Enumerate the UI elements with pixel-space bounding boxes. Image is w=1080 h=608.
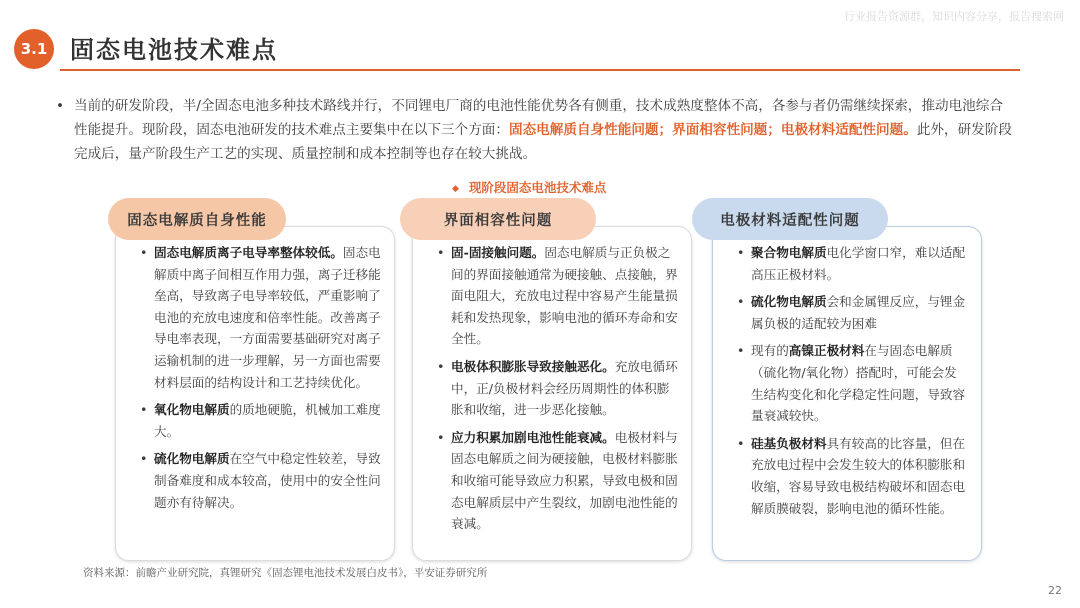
- list-item: [737, 340, 969, 426]
- item-keyword: 硫化物电解质: [154, 451, 230, 467]
- item-keyword: 电极体积膨胀导致接触恶化。: [451, 358, 615, 374]
- list-item: [437, 356, 679, 421]
- list-item: [140, 448, 382, 513]
- item-text: 的质地硬脆，机械加工难度大。: [154, 402, 381, 439]
- diagram-caption: [452, 178, 606, 196]
- section-number-badge: 3.1: [14, 29, 54, 69]
- card-interface-compatibility: [412, 226, 692, 561]
- source-note: 资料来源：前瞻产业研究院，真锂研究《固态锂电池技术发展白皮书》，平安证券研究所: [83, 567, 488, 579]
- bullet-icon: •: [140, 402, 148, 418]
- bullet-icon: •: [140, 451, 148, 467]
- card-electrode-compatibility: [712, 226, 982, 561]
- item-keyword: 硅基负极材料: [751, 435, 827, 451]
- card-title-electrolyte-performance: 固态电解质自身性能: [108, 198, 286, 240]
- bullet-icon: •: [437, 245, 445, 260]
- item-text: 电极材料与固态电解质之间为硬接触，电极材料膨胀和收缩可能导致应力积累，导致电极和固态电解质层中产生裂纹，加剧电池性能的衰减。: [451, 429, 678, 532]
- item-text: 具有较高的比容量，但在充放电过程中会发生较大的体积膨胀和收缩，容易导致电极结构破坏和固态电解质膜破裂，影响电池的循环性能。: [751, 435, 966, 516]
- card-list: [437, 242, 679, 541]
- list-item: [437, 242, 679, 350]
- item-text: 固态电解质与正负极之间的界面接触通常为硬接触、点接触，界面电阻大，充放电过程中容易产生能量损耗和发热现象，影响电池的循环寿命和安全性。: [451, 245, 678, 347]
- list-item: [140, 399, 382, 442]
- bullet-icon: •: [437, 358, 445, 374]
- diamond-icon: ◆: [452, 184, 459, 194]
- intro-highlight: 固态电解质自身性能问题；界面相容性问题；电极材料适配性问题。: [509, 122, 917, 138]
- list-item: [737, 291, 969, 334]
- item-lead-text: 现有的: [751, 343, 789, 359]
- item-text: 充放电循环中，正/负极材料会经历周期性的体积膨胀和收缩，进一步恶化接触。: [451, 358, 678, 418]
- watermark: 行业报告资源群，知识内容分享，报告搜索网: [844, 10, 1064, 23]
- bullet-icon: •: [737, 435, 745, 451]
- card-electrolyte-performance: [115, 226, 395, 561]
- bullet-icon: •: [140, 245, 148, 260]
- item-text: 会和金属锂反应，与锂金属负极的适配较为困难: [751, 294, 966, 331]
- item-keyword: 固-固接触问题。: [451, 245, 545, 260]
- bullet-icon: •: [56, 98, 65, 114]
- list-item: [737, 242, 969, 285]
- bullet-icon: •: [737, 343, 745, 359]
- item-keyword: 硫化物电解质: [751, 294, 827, 310]
- caption-text: 现阶段固态电池技术难点: [468, 180, 607, 195]
- bullet-icon: •: [737, 245, 745, 260]
- item-keyword: 固态电解质离子电导率整体较低。: [154, 245, 343, 260]
- item-keyword: 应力积累加剧电池性能衰减。: [451, 429, 615, 445]
- list-item: [737, 433, 969, 519]
- item-keyword: 聚合物电解质: [751, 245, 827, 260]
- card-list: [737, 242, 969, 525]
- card-list: [140, 242, 382, 519]
- item-text: 在空气中稳定性较差，导致制备难度和成本较高，使用中的安全性问题亦有待解决。: [154, 451, 381, 510]
- item-keyword: 氧化物电解质: [154, 402, 230, 418]
- title-divider: [60, 69, 1020, 71]
- list-item: [140, 242, 382, 393]
- page-number: 22: [1048, 584, 1062, 597]
- item-text: 固态电解质中离子间相互作用力强，离子迁移能垒高，导致离子电导率较低，严重影响了电池的充放电速度和倍率性能。改善离子导电率表现，一方面需要基础研究对离子运输机制的进一步理解，另一方面也需要材料层面的结构设计和工艺持续优化。: [154, 245, 381, 390]
- item-text: 电化学窗口窄，难以适配高压正极材料。: [751, 245, 966, 282]
- intro-text: 当前的研发阶段，半/全固态电池多种技术路线并行，不同锂电厂商的电池性能优势各有侧重，技术成熟度整体不高，各参与者仍需继续探索，推动电池综合性能提升。现阶段，固态电池研发的技术难点主要集中在以下三个方面：: [74, 98, 1003, 138]
- intro-paragraph: [56, 94, 1014, 166]
- bullet-icon: •: [437, 429, 445, 445]
- intro-text-after: 此外，研发阶段完成后，量产阶段生产工艺的实现、质量控制和成本控制等也存在较大挑战。: [74, 122, 1012, 162]
- item-keyword: 高镍正极材料: [788, 343, 865, 359]
- list-item: [437, 427, 679, 535]
- item-text: 在与固态电解质（硫化物/氧化物）搭配时，可能会发生结构变化和化学稳定性问题，导致容量衰减较快。: [751, 343, 966, 424]
- card-title-interface-compatibility: 界面相容性问题: [400, 198, 596, 240]
- bullet-icon: •: [737, 294, 745, 310]
- card-title-electrode-compatibility: 电极材料适配性问题: [692, 198, 888, 240]
- page-title: 固态电池技术难点: [70, 36, 278, 64]
